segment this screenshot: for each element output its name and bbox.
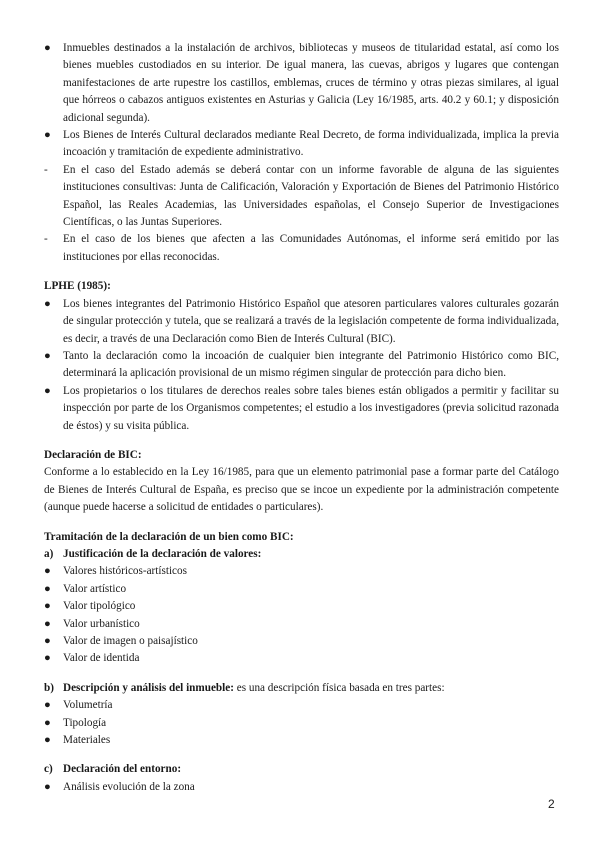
list-item-text: Valor de identida — [63, 652, 140, 665]
list-item — [44, 779, 559, 796]
bullet: ● — [44, 349, 51, 362]
list-item-text: En el caso del Estado además se deberá contar con un informe favorable de alguna de las siguientes instituciones consultivas: Junta de Calificación, Valoración y Exportación de Bienes del Patrimonio Histórico Español, las Reales Academias, las Universidades españolas, el Consejo Superior de Investigaciones Científicas, o las Juntas Superiores. — [63, 163, 559, 229]
bullet: ● — [44, 734, 51, 747]
declaracion-heading: Declaración de BIC: — [44, 448, 142, 461]
list-item — [44, 127, 559, 162]
bullet: ● — [44, 600, 51, 613]
document-page — [44, 40, 559, 796]
list-item — [44, 697, 559, 714]
list-item — [44, 581, 559, 598]
page-number: 2 — [548, 797, 555, 811]
list-item-text: Valor urbanístico — [63, 617, 140, 630]
lphe-heading: LPHE (1985): — [44, 280, 111, 293]
list-item — [44, 650, 559, 667]
bullet: ● — [44, 635, 51, 647]
list-item — [44, 40, 559, 127]
list-item-text: Valor tipológico — [63, 600, 136, 613]
list-item — [44, 563, 559, 580]
list-item — [44, 633, 559, 650]
top-list — [44, 40, 559, 266]
tramitacion-section — [44, 529, 559, 797]
list-item-text: En el caso de los bienes que afecten a las Comunidades Autónomas, el informe será emitido por las instituciones por ellas reconocidas. — [63, 233, 559, 263]
list-item — [44, 231, 559, 266]
subsection-description: es una descripción física basada en tres partes: — [233, 681, 445, 694]
declaracion-paragraph: Conforme a lo establecido en la Ley 16/1985, para que un elemento patrimonial pase a formar parte del Catálogo de Bienes de Interés Cultural de España, es preciso que se incoe un expediente por la administración competente (aunque puede hacerse a solicitud de entidades o particulares). — [44, 466, 559, 514]
bullet: ● — [44, 129, 51, 142]
list-item-text: Valor de imagen o paisajístico — [63, 635, 198, 647]
list-item-text: Valores históricos-artísticos — [63, 565, 187, 578]
list-item — [44, 162, 559, 232]
dash-marker: - — [44, 163, 48, 176]
subsection-title: Declaración del entorno: — [63, 763, 182, 776]
subsection-title: Justificación de la declaración de valores: — [63, 547, 262, 560]
list-item-text: Tanto la declaración como la incoación de cualquier bien integrante del Patrimonio Histórico como BIC, determinará la aplicación provisional de un mismo régimen singular de protección para dicho bien. — [63, 349, 559, 380]
list-item-text: Los bienes integrantes del Patrimonio Histórico Español que atesoren particulares valores culturales gozarán de singular protección y tutela, que se realizará a través de la legislación competente de forma individualizada, es decir, a través de una Declaración como Bien de Interés Cultural (BIC). — [63, 297, 559, 345]
declaracion-section — [44, 447, 559, 517]
bullet: ● — [44, 384, 51, 397]
tramitacion-heading: Tramitación de la declaración de un bien como BIC: — [44, 530, 294, 543]
list-item-text: Materiales — [63, 734, 111, 747]
list-item — [44, 732, 559, 749]
lphe-section — [44, 278, 559, 435]
bullet: ● — [44, 652, 51, 665]
list-item-text: Tipología — [63, 716, 107, 729]
list-item — [44, 616, 559, 633]
subsection-marker: c) — [44, 763, 53, 776]
bullet: ● — [44, 617, 51, 630]
bullet: ● — [44, 780, 51, 793]
list-item — [44, 383, 559, 435]
subsection-b-heading — [44, 680, 559, 697]
list-item-text: Volumetría — [63, 699, 113, 712]
bullet: ● — [44, 582, 51, 595]
subsection-a-heading — [44, 546, 559, 563]
bullet: ● — [44, 716, 51, 729]
dash-marker: - — [44, 233, 48, 246]
list-item — [44, 296, 559, 348]
subsection-marker: b) — [44, 681, 54, 694]
bullet: ● — [44, 42, 51, 54]
subsection-marker: a) — [44, 547, 54, 560]
list-item-text: Los propietarios o los titulares de derechos reales sobre tales bienes están obligados a permitir y facilitar su inspección por parte de los Organismos competentes; el estudio a los investigadores (previa solicitud razonada de éstos) y su visita pública. — [63, 384, 559, 432]
bullet: ● — [44, 297, 51, 310]
list-item-text: Inmuebles destinados a la instalación de archivos, bibliotecas y museos de titularidad estatal, así como los bienes muebles custodiados en su interior. De igual manera, las cuevas, abrigos y lugares que contengan manifestaciones de arte rupestre los castillos, emblemas, cruces de término y otras piezas similares, al igual que hórreos o cabazos antiguos existentes en Asturias y Galicia (Ley 16/1985, arts. 40.2 y 60.1; y disposición adicional segunda). — [63, 42, 559, 124]
bullet: ● — [44, 699, 51, 712]
list-item — [44, 715, 559, 732]
subsection-title: Descripción y análisis del inmueble: — [63, 681, 234, 694]
list-item-text: Valor artístico — [63, 582, 127, 595]
bullet: ● — [44, 565, 51, 578]
list-item-text: Los Bienes de Interés Cultural declarados mediante Real Decreto, de forma individualizada, implica la previa incoación y tramitación de expediente administrativo. — [63, 129, 559, 159]
list-item — [44, 598, 559, 615]
list-item — [44, 348, 559, 383]
subsection-c-heading — [44, 761, 559, 778]
list-item-text: Análisis evolución de la zona — [63, 780, 195, 793]
